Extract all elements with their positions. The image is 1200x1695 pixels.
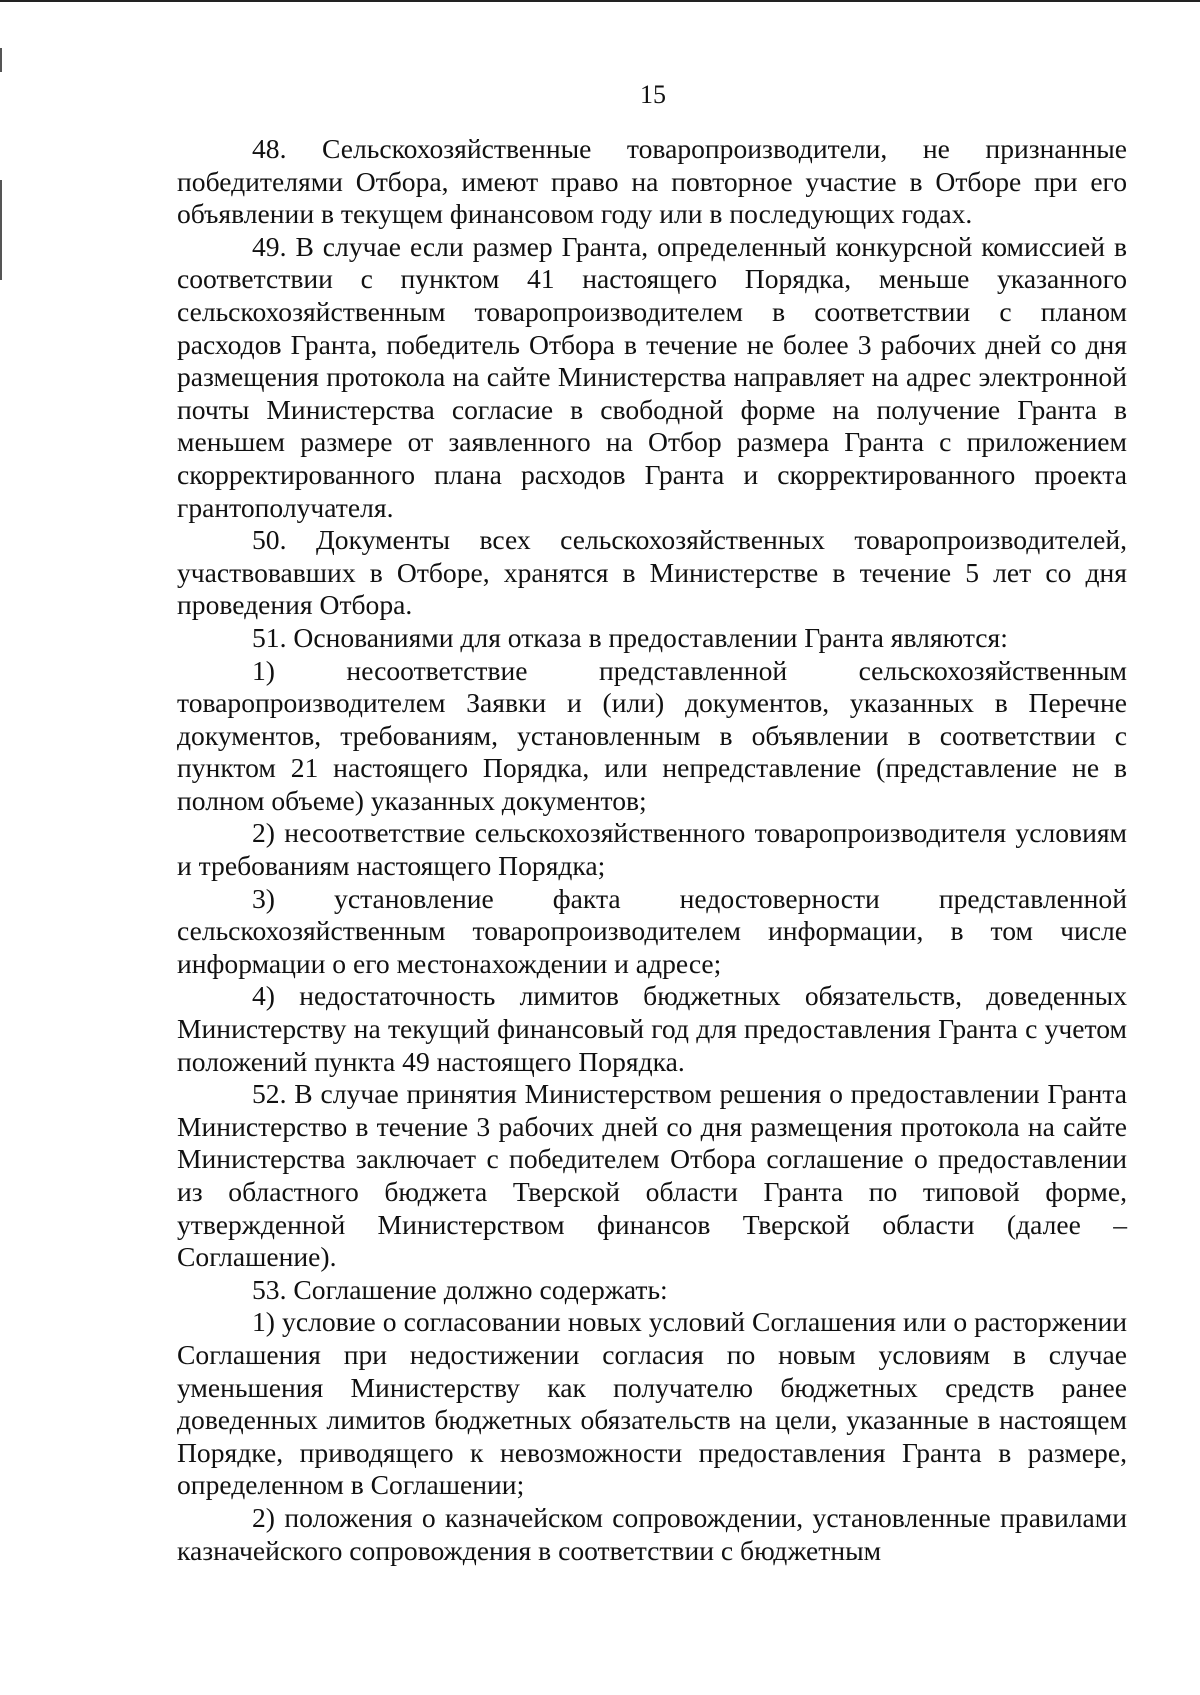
paragraph-48: 48. Сельскохозяйственные товаропроизводители, не признанные победителями Отбора, имеют право на повторное участие в Отборе при его объявлении в текущем финансовом году или в последующих годах. (177, 133, 1127, 230)
list-item-53-2: 2) положения о казначейском сопровождении, установленные правилами казначейского сопровождения в соответствии с бюджетным (177, 1501, 1127, 1566)
list-item-53-1: 1) условие о согласовании новых условий Соглашения или о расторжении Соглашения при недостижении согласия по новым условиям в случае уменьшения Министерству как получателю бюджетных средств ранее доведенных лимитов бюджетных обязательств на цели, указанные в настоящем Порядке, приводящего к невозможности предоставления Гранта в размере, определенном в Соглашении; (177, 1306, 1127, 1501)
list-item-51-2: 2) несоответствие сельскохозяйственного товаропроизводителя условиям и требованиям настоящего Порядка; (177, 817, 1127, 882)
paragraph-49: 49. В случае если размер Гранта, определенный конкурсной комиссией в соответствии с пунктом 41 настоящего Порядка, меньше указанного сельскохозяйственным товаропроизводителем в соответствии с планом расходов Гранта, победитель Отбора в течение не более 3 рабочих дней со дня размещения протокола на сайте Министерства направляет на адрес электронной почты Министерства согласие в свободной форме на получение Гранта в меньшем размере от заявленного на Отбор размера Гранта с приложением скорректированного плана расходов Гранта и скорректированного проекта грантополучателя. (177, 230, 1127, 523)
scan-margin-mark (0, 48, 2, 72)
list-item-51-4: 4) недостаточность лимитов бюджетных обязательств, доведенных Министерству на текущий финансовый год для предоставления Гранта с учетом положений пункта 49 настоящего Порядка. (177, 980, 1127, 1077)
list-item-51-3: 3) установление факта недостоверности представленной сельскохозяйственным товаропроизводителем информации, в том числе информации о его местонахождении и адресе; (177, 882, 1127, 979)
page-number: 15 (640, 80, 666, 109)
paragraph-50: 50. Документы всех сельскохозяйственных товаропроизводителей, участвовавших в Отборе, хранятся в Министерстве в течение 5 лет со дня проведения Отбора. (177, 524, 1127, 621)
scan-top-edge (0, 0, 1200, 2)
paragraph-52: 52. В случае принятия Министерством решения о предоставлении Гранта Министерство в течение 3 рабочих дней со дня размещения протокола на сайте Министерства заключает с победителем Отбора соглашение о предоставлении из областного бюджета Тверской области Гранта по типовой форме, утвержденной Министерством финансов Тверской области (далее – Соглашение). (177, 1078, 1127, 1273)
list-item-51-1: 1) несоответствие представленной сельскохозяйственным товаропроизводителем Заявки и (или) документов, указанных в Перечне документов, требованиям, установленным в объявлении в соответствии с пунктом 21 настоящего Порядка, или непредставление (представление не в полном объеме) указанных документов; (177, 654, 1127, 816)
scan-margin-mark (0, 180, 2, 280)
paragraph-53: 53. Соглашение должно содержать: (252, 1273, 668, 1305)
document-body (177, 133, 1127, 1567)
paragraph-51: 51. Основаниями для отказа в предоставлении Гранта являются: (252, 621, 1008, 653)
